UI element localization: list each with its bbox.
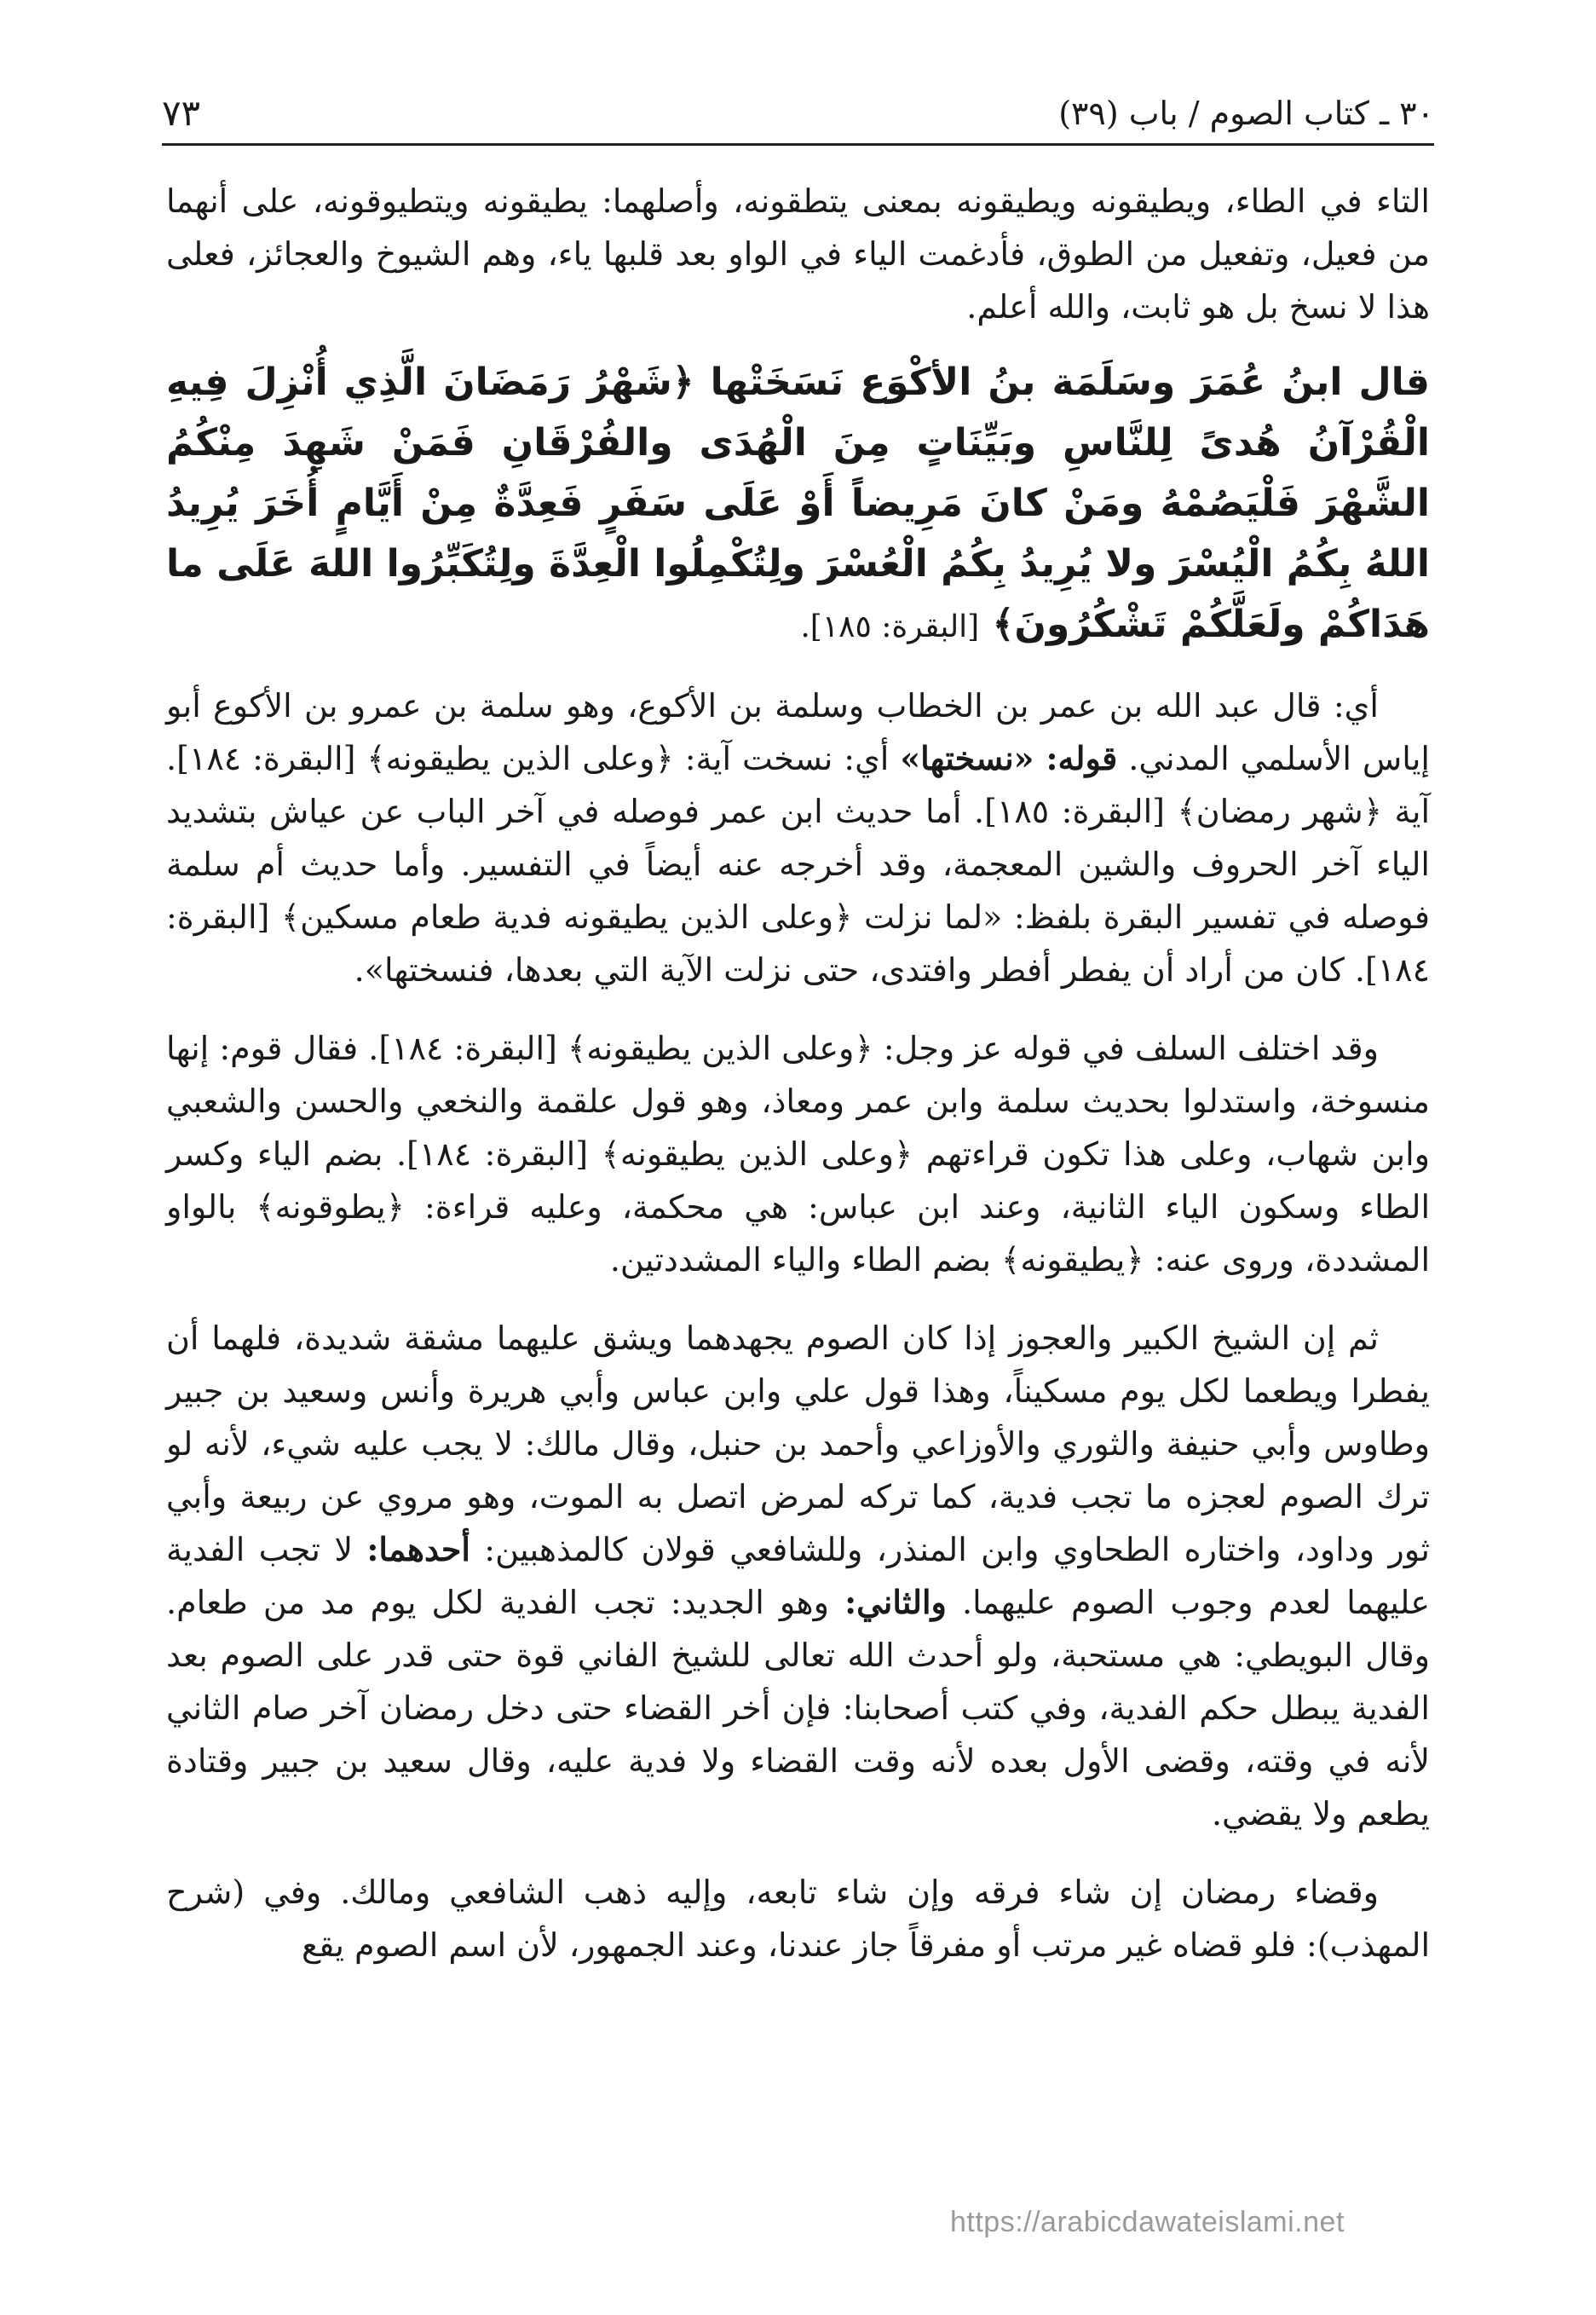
- second-opinion-label: والثاني:: [844, 1583, 947, 1621]
- page-body: [166, 175, 1430, 1972]
- paragraph-2: [166, 679, 1430, 996]
- paragraph-3: وقد اختلف السلف في قوله عز وجل: ﴿وعلى الذين يطيقونه﴾ [البقرة: ١٨٤]. فقال قوم: إنها منسوخة، واستدلوا بحديث سلمة وابن عمر ومعاذ، وهو قول علقمة والنخعي والحسن والشعبي وابن شهاب، وعلى هذا تكون قراءتهم ﴿وعلى الذين يطيقونه﴾ [البقرة: ١٨٤]. بضم الياء وكسر الطاء وسكون الياء الثانية، وعند ابن عباس: هي محكمة، وعليه قراءة: ﴿يطوقونه﴾ بالواو المشددة، وروى عنه: ﴿يطيقونه﴾ بضم الطاء والياء المشددتين.: [166, 1030, 1430, 1279]
- matn-text: [166, 352, 1430, 657]
- commentary-label: قوله: «نسختها»: [900, 739, 1118, 777]
- matn-quote: قال ابنُ عُمَرَ وسَلَمَة بنُ الأكْوَع نَسَخَتْها ﴿شَهْرُ رَمَضَانَ الَّذِي أُنْزِلَ فِيهِ الْقُرْآنُ هُدىً لِلنَّاسِ وبَيِّنَاتٍ مِنَ الْهُدَى والفُرْقَانِ فَمَنْ شَهِدَ مِنْكُمُ الشَّهْرَ فَلْيَصُمْهُ ومَنْ كانَ مَرِيضاً أَوْ عَلَى سَفَرٍ فَعِدَّةٌ مِنْ أَيَّامٍ أُخَرَ يُرِيدُ اللهُ بِكُمُ الْيُسْرَ ولا يُرِيدُ بِكُمُ الْعُسْرَ ولِتُكْمِلُوا الْعِدَّةَ ولِتُكَبِّرُوا اللهَ عَلَى ما هَدَاكُمْ ولَعَلَّكُمْ تَشْكُرُونَ﴾: [166, 361, 1430, 646]
- paragraph-4-part-c: وهو الجديد: تجب الفدية لكل يوم مد من طعام. وقال البويطي: هي مستحبة، ولو أحدث الله تعالى للشيخ الفاني قوة حتى قدر على الصوم بعد الفدية يبطل حكم الفدية، وفي كتب أصحابنا: فإن أخر القضاء حتى دخل رمضان آخر صام الثاني لأنه في وقته، وقضى الأول بعده لأنه وقت القضاء ولا فدية عليه، وقال سعيد بن جبير وقتادة يطعم ولا يقضي.: [166, 1584, 1430, 1833]
- header-rule: [162, 143, 1434, 146]
- matn-reference: [البقرة: ١٨٥].: [800, 609, 980, 644]
- watermark-url: https://arabicdawateislami.net: [950, 2206, 1345, 2238]
- paragraph-2-part-a: أي: قال عبد الله بن عمر بن الخطاب وسلمة بن الأكوع، وهو سلمة بن عمرو بن الأكوع أبو إياس الأسلمي المدني.: [166, 687, 1430, 777]
- paragraph-4-part-b: لا تجب الفدية عليهما لعدم وجوب الصوم عليهما.: [166, 1531, 1430, 1621]
- page-number: ٧٣: [162, 92, 201, 134]
- first-opinion-label: أحدهما:: [366, 1530, 470, 1568]
- running-title: ٣٠ ـ كتاب الصوم / باب (٣٩): [1058, 95, 1434, 132]
- paragraph-1: التاء في الطاء، ويطيقونه ويطيقونه بمعنى يتطقونه، وأصلهما: يطيقونه ويتطيوقونه، على أنهما من فعيل، وتفعيل من الطوق، فأدغمت الياء في الواو بعد قلبها ياء، وهم الشيوخ والعجائز، فعلى هذا لا نسخ بل هو ثابت، والله أعلم.: [166, 182, 1430, 326]
- paragraph-2-part-b: أي: نسخت آية: ﴿وعلى الذين يطيقونه﴾ [البقرة: ١٨٤]. آية ﴿شهر رمضان﴾ [البقرة: ١٨٥]. أما حديث ابن عمر فوصله في آخر الباب عن عياش بتشديد الياء آخر الحروف والشين المعجمة، وقد أخرجه عنه أيضاً في التفسير. وأما حديث أم سلمة فوصله في تفسير البقرة بلفظ: «لما نزلت ﴿وعلى الذين يطيقونه فدية طعام مسكين﴾ [البقرة: ١٨٤]. كان من أراد أن يفطر أفطر وافتدى، حتى نزلت الآية التي بعدها، فنسختها».: [166, 740, 1431, 989]
- paragraph-4-part-a: ثم إن الشيخ الكبير والعجوز إذا كان الصوم يجهدهما ويشق عليهما مشقة شديدة، فلهما أن يفطرا ويطعما لكل يوم مسكيناً، وهذا قول علي وابن عباس وأبي هريرة وأنس وسعيد بن جبير وطاوس وأبي حنيفة والثوري والأوزاعي وأحمد بن حنبل، وقال مالك: لا يجب عليه شيء، لأنه لو ترك الصوم لعجزه ما تجب فدية، كما تركه لمرض اتصل به الموت، وهو مروي عن ربيعة وأبي ثور وداود، واختاره الطحاوي وابن المنذر، وللشافعي قولان كالمذهبين:: [166, 1319, 1430, 1568]
- paragraph-5: وقضاء رمضان إن شاء فرقه وإن شاء تابعه، وإليه ذهب الشافعي ومالك. وفي (شرح المهذب): فلو قضاه غير مرتب أو مفرقاً جاز عندنا، وعند الجمهور، لأن اسم الصوم يقع: [166, 1873, 1430, 1964]
- paragraph-4: [166, 1312, 1430, 1840]
- page-header: [162, 92, 1434, 135]
